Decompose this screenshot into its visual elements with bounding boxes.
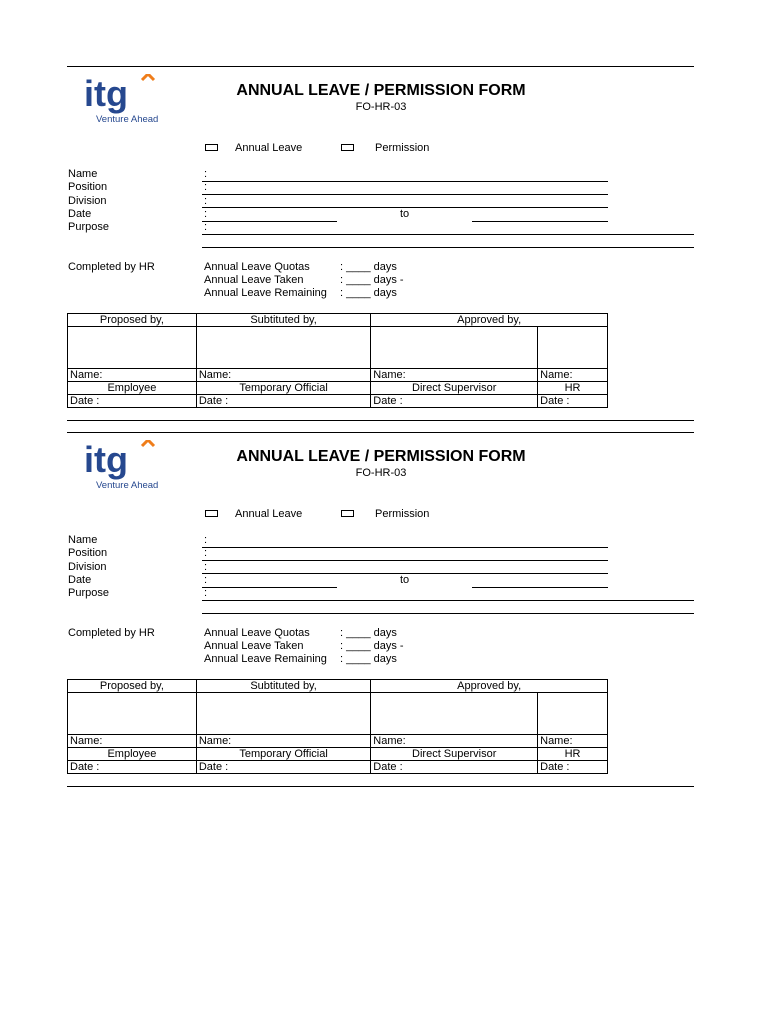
colon: :: [204, 547, 208, 559]
date-label: Date: [68, 208, 92, 220]
substitute-name-cell[interactable]: Name:: [196, 735, 370, 748]
annual-leave-checkbox[interactable]: [205, 144, 218, 151]
logo-text: itg: [84, 440, 128, 480]
division-label: Division: [68, 561, 107, 573]
approved-by-header: Approved by,: [371, 314, 608, 327]
proposed-by-header: Proposed by,: [68, 314, 197, 327]
purpose-field[interactable]: [202, 600, 694, 601]
date-to-label: to: [400, 574, 410, 586]
annual-leave-label: Annual Leave: [235, 508, 303, 520]
position-field[interactable]: [202, 194, 608, 195]
permission-label: Permission: [375, 508, 430, 520]
logo-tagline: Venture Ahead: [96, 480, 159, 491]
supervisor-signature-box[interactable]: [371, 693, 538, 735]
division-label: Division: [68, 195, 107, 207]
purpose-field[interactable]: [202, 234, 694, 235]
leave-form-2: [0, 366, 768, 773]
supervisor-date-cell[interactable]: Date :: [371, 761, 538, 774]
hr-signature-box[interactable]: [538, 693, 608, 735]
supervisor-date-cell[interactable]: Date :: [371, 395, 538, 408]
purpose-label: Purpose: [68, 221, 109, 233]
purpose-field-line-2[interactable]: [202, 247, 694, 248]
remaining-value: : ____ days: [340, 287, 397, 299]
substitute-date-cell[interactable]: Date :: [196, 395, 370, 408]
supervisor-name-cell[interactable]: Name:: [371, 735, 538, 748]
leave-form-1: [0, 0, 768, 407]
direct-supervisor-role: Direct Supervisor: [371, 748, 538, 761]
temporary-official-role: Temporary Official: [196, 748, 370, 761]
employee-signature-box[interactable]: [68, 327, 197, 369]
taken-value: : ____ days -: [340, 640, 404, 652]
annual-leave-label: Annual Leave: [235, 142, 303, 154]
form-title: ANNUAL LEAVE / PERMISSION FORM: [236, 448, 526, 465]
substitute-signature-box[interactable]: [196, 693, 370, 735]
taken-label: Annual Leave Taken: [204, 274, 304, 286]
date-from-field[interactable]: [202, 221, 337, 222]
remaining-value: : ____ days: [340, 653, 397, 665]
hr-date-cell[interactable]: Date :: [538, 761, 608, 774]
quotas-value: : ____ days: [340, 627, 397, 639]
supervisor-signature-box[interactable]: [371, 327, 538, 369]
top-rule: [67, 66, 694, 67]
hr-role: HR: [538, 748, 608, 761]
quotas-label: Annual Leave Quotas: [204, 261, 310, 273]
top-rule: [67, 432, 694, 433]
taken-value: : ____ days -: [340, 274, 404, 286]
logo-swoosh-icon: [142, 74, 154, 80]
date-label: Date: [68, 574, 92, 586]
date-to-field[interactable]: [472, 587, 608, 588]
proposed-by-header: Proposed by,: [68, 680, 197, 693]
taken-label: Annual Leave Taken: [204, 640, 304, 652]
employee-signature-box[interactable]: [68, 693, 197, 735]
quotas-value: : ____ days: [340, 261, 397, 273]
approved-by-header: Approved by,: [371, 680, 608, 693]
hr-role: HR: [538, 382, 608, 395]
employee-date-cell[interactable]: Date :: [68, 761, 197, 774]
hr-name-cell[interactable]: Name:: [538, 735, 608, 748]
name-label: Name: [68, 534, 98, 546]
name-field[interactable]: [202, 181, 608, 182]
substituted-by-header: Subtituted by,: [196, 680, 370, 693]
position-label: Position: [68, 547, 108, 559]
employee-name-cell[interactable]: Name:: [68, 735, 197, 748]
colon: :: [204, 221, 208, 233]
hr-name-cell[interactable]: Name:: [538, 369, 608, 382]
purpose-label: Purpose: [68, 587, 109, 599]
colon: :: [204, 587, 208, 599]
employee-role: Employee: [68, 382, 197, 395]
permission-checkbox[interactable]: [341, 144, 354, 151]
direct-supervisor-role: Direct Supervisor: [371, 382, 538, 395]
signature-table: [67, 679, 608, 775]
name-label: Name: [68, 168, 98, 180]
bottom-rule: [67, 786, 694, 787]
itg-logo: [84, 74, 174, 134]
position-label: Position: [68, 181, 108, 193]
annual-leave-checkbox[interactable]: [205, 510, 218, 517]
colon: :: [204, 195, 208, 207]
date-to-field[interactable]: [472, 221, 608, 222]
substitute-signature-box[interactable]: [196, 327, 370, 369]
name-field[interactable]: [202, 547, 608, 548]
colon: :: [204, 168, 208, 180]
supervisor-name-cell[interactable]: Name:: [371, 369, 538, 382]
completed-by-hr-label: Completed by HR: [68, 261, 155, 273]
remaining-label: Annual Leave Remaining: [204, 287, 327, 299]
hr-date-cell[interactable]: Date :: [538, 395, 608, 408]
form-code: FO-HR-03: [355, 101, 407, 113]
form-code: FO-HR-03: [355, 467, 407, 479]
employee-role: Employee: [68, 748, 197, 761]
hr-signature-box[interactable]: [538, 327, 608, 369]
substituted-by-header: Subtituted by,: [196, 314, 370, 327]
logo-swoosh-icon: [142, 440, 154, 446]
colon: :: [204, 574, 208, 586]
itg-logo: [84, 440, 174, 500]
employee-name-cell[interactable]: Name:: [68, 369, 197, 382]
colon: :: [204, 208, 208, 220]
date-from-field[interactable]: [202, 587, 337, 588]
substitute-date-cell[interactable]: Date :: [196, 761, 370, 774]
colon: :: [204, 181, 208, 193]
colon: :: [204, 561, 208, 573]
form-title: ANNUAL LEAVE / PERMISSION FORM: [236, 82, 526, 99]
position-field[interactable]: [202, 560, 608, 561]
colon: :: [204, 534, 208, 546]
permission-checkbox[interactable]: [341, 510, 354, 517]
quotas-label: Annual Leave Quotas: [204, 627, 310, 639]
logo-tagline: Venture Ahead: [96, 114, 159, 125]
date-to-label: to: [400, 208, 410, 220]
logo-text: itg: [84, 74, 128, 114]
employee-date-cell[interactable]: Date :: [68, 395, 197, 408]
completed-by-hr-label: Completed by HR: [68, 627, 155, 639]
purpose-field-line-2[interactable]: [202, 613, 694, 614]
substitute-name-cell[interactable]: Name:: [196, 369, 370, 382]
temporary-official-role: Temporary Official: [196, 382, 370, 395]
remaining-label: Annual Leave Remaining: [204, 653, 327, 665]
permission-label: Permission: [375, 142, 430, 154]
